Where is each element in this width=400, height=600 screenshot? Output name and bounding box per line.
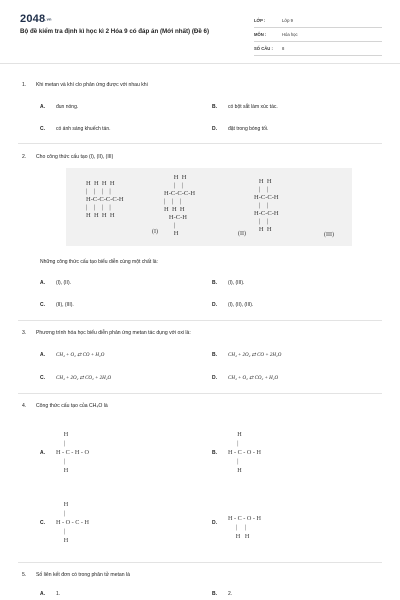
option-letter: D. (212, 375, 217, 381)
header-divider (0, 63, 400, 64)
structure-label-iii: (III) (324, 232, 334, 238)
option-equation: CH₄ + O₂ ⇄ CO + H₂O (56, 353, 105, 358)
option-letter: B. (212, 104, 217, 110)
option-letter: A. (40, 104, 45, 110)
option-letter: C. (40, 520, 45, 526)
option-4c-letter[interactable] (40, 520, 56, 526)
meta-value: 8 (282, 46, 285, 51)
meta-label: MÔN : (254, 32, 267, 37)
option-1b[interactable] (212, 104, 278, 110)
option-letter: B. (212, 450, 217, 456)
option-2d[interactable] (212, 302, 253, 308)
structure-image (66, 168, 352, 246)
question-5 (22, 572, 130, 578)
option-text: 2. (228, 591, 233, 597)
logo-suffix: .vn (45, 16, 52, 22)
meta-value: Hóa học (282, 32, 298, 37)
option-2b[interactable] (212, 280, 244, 286)
meta-row-class (254, 15, 382, 28)
question-1 (22, 82, 148, 88)
option-4c-formula[interactable]: H | H - O - C - H | H (56, 501, 89, 544)
option-4a-formula[interactable]: H | H - C - H - O | H (56, 431, 89, 474)
option-4d-formula[interactable]: H - C - O - H | | H H (228, 515, 261, 540)
structure-i: H H H H | | | | H-C-C-C-C-H | | | | H H H H (86, 180, 124, 219)
option-text: (I), (III). (228, 280, 245, 286)
option-letter: B. (212, 280, 217, 286)
option-text: (I), (II), (III). (228, 302, 254, 308)
question-text: Cho công thức cấu tạo (I), (II), (III) (36, 154, 114, 160)
option-3c[interactable] (40, 375, 111, 381)
meta-row-subject (254, 29, 382, 42)
option-letter: A. (40, 352, 45, 358)
option-letter: A. (40, 591, 45, 597)
option-4a-letter[interactable] (40, 450, 56, 456)
meta-label: SỐ CÂU : (254, 46, 273, 51)
option-3a[interactable] (40, 352, 104, 358)
option-equation: CH₄ + 2O₂ ⇄ CO₂ + 2H₂O (56, 376, 112, 381)
structure-iii: H H | | H-C-C-H | | H-C-C-H | | H H (254, 178, 279, 233)
question-text: Số liên kết đơn có trong phân tử metan là (36, 572, 130, 578)
option-letter: B. (212, 591, 217, 597)
structure-label-i: (I) (152, 229, 158, 235)
option-letter: A. (40, 280, 45, 286)
question-divider (18, 562, 382, 563)
option-4d-letter[interactable] (212, 520, 228, 526)
option-3d[interactable] (212, 375, 278, 381)
question-number: 1. (22, 82, 27, 88)
logo-text: 2048 (20, 13, 46, 25)
option-2c[interactable] (40, 302, 74, 308)
option-text: 1. (56, 591, 61, 597)
question-text: Phương trình hóa học biểu diễn phản ứng metan tác dụng với oxi là: (36, 330, 191, 336)
option-5b[interactable] (212, 591, 232, 597)
question-divider (18, 320, 382, 321)
document-title: Bộ đề kiểm tra định kì học kì 2 Hóa 9 có đáp án (Mới nhất) (Đề 6) (20, 28, 210, 35)
option-text: (I), (II). (56, 280, 71, 286)
question-text: Công thức cấu tạo của CH₄O là (36, 403, 108, 409)
option-text: (II), (III). (56, 302, 74, 308)
meta-row-count (254, 43, 382, 56)
option-equation: CH₄ + 2O₂ ⇄ CO + 2H₂O (228, 353, 282, 358)
question-divider (18, 143, 382, 144)
option-letter: A. (40, 450, 45, 456)
option-equation: CH₄ + O₂ ⇄ CO₂ + H₂O (228, 376, 279, 381)
option-text: đặt trong bóng tối. (228, 126, 269, 132)
option-letter: B. (212, 352, 217, 358)
page-header (0, 0, 400, 62)
question-number: 5. (22, 572, 27, 578)
option-text: có bột sắt làm xúc tác. (228, 104, 278, 110)
structure-label-ii: (II) (238, 231, 246, 237)
question-number: 4. (22, 403, 27, 409)
meta-panel (254, 15, 382, 57)
site-logo[interactable] (20, 13, 52, 25)
option-text: có ánh sáng khuếch tán. (56, 126, 111, 132)
question-divider (18, 393, 382, 394)
question-2 (22, 154, 113, 160)
option-4b-formula[interactable]: H | H - C - O - H | H (228, 431, 261, 474)
question-4 (22, 403, 108, 409)
question-number: 3. (22, 330, 27, 336)
option-letter: C. (40, 375, 45, 381)
option-1a[interactable] (40, 104, 78, 110)
question-subtext: Những công thức cấu tạo biểu diễn cùng một chất là: (40, 259, 158, 265)
option-letter: D. (212, 126, 217, 132)
option-letter: D. (212, 302, 217, 308)
option-2a[interactable] (40, 280, 71, 286)
structure-ii: H H | | H-C-C-C-H | | | H H H H-C-H | H (164, 174, 196, 237)
question-number: 2. (22, 154, 27, 160)
option-4b-letter[interactable] (212, 450, 228, 456)
option-letter: C. (40, 126, 45, 132)
question-3 (22, 330, 191, 336)
option-letter: D. (212, 520, 217, 526)
meta-label: LỚP : (254, 18, 266, 23)
question-text: Khi metan và khí clo phản ứng được với nhau khi (36, 82, 148, 88)
meta-value: Lớp 9 (282, 18, 293, 23)
option-5a[interactable] (40, 591, 60, 597)
option-1d[interactable] (212, 126, 268, 132)
option-text: đun nóng. (56, 104, 79, 110)
option-letter: C. (40, 302, 45, 308)
option-3b[interactable] (212, 352, 281, 358)
option-1c[interactable] (40, 126, 111, 132)
